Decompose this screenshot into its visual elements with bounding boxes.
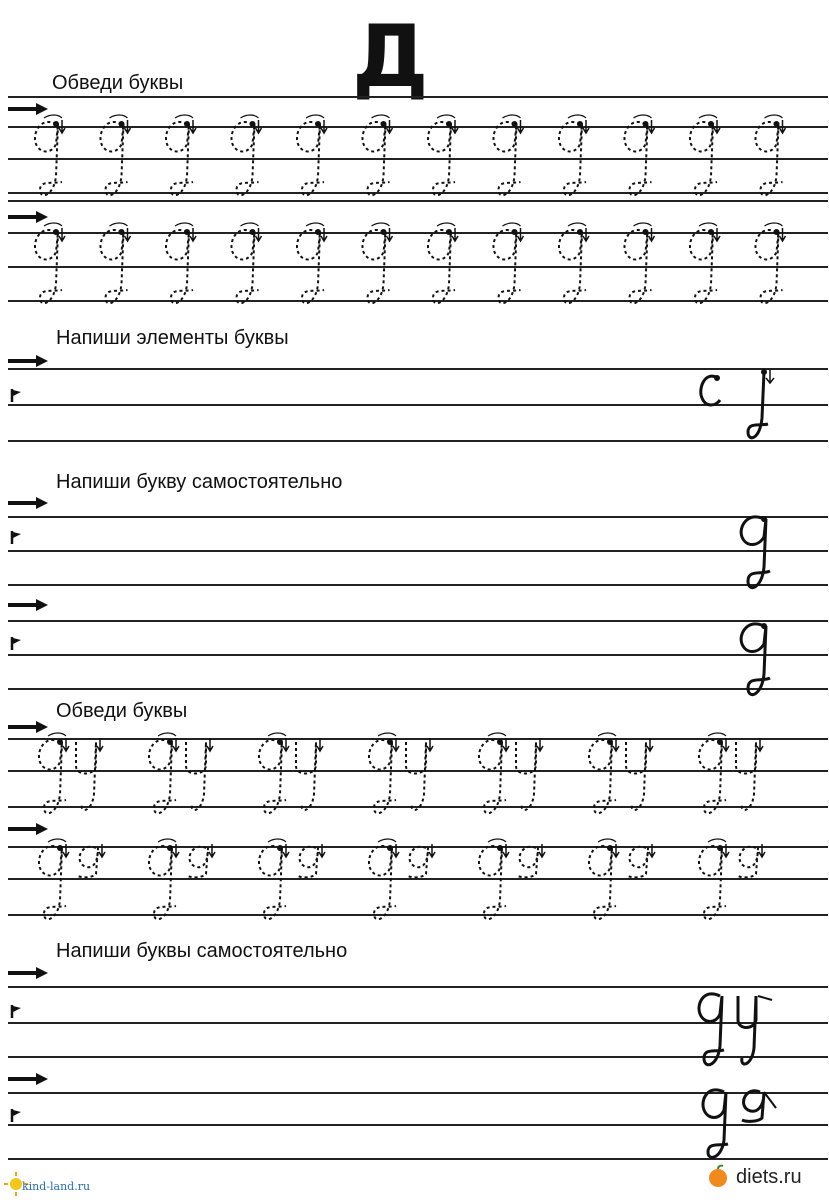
dotted-letter <box>39 733 69 813</box>
dotted-letter <box>624 115 654 195</box>
dotted-second-letter <box>298 844 325 877</box>
dotted-letter <box>231 223 261 303</box>
apple-logo-icon <box>706 1164 730 1188</box>
trace-row-2 <box>0 218 829 313</box>
dotted-letter <box>297 223 327 303</box>
dotted-letter <box>479 733 509 813</box>
ruled-line <box>8 96 828 98</box>
dotted-second-letter <box>736 738 763 810</box>
dotted-letter <box>362 115 392 195</box>
dotted-letter <box>755 223 785 303</box>
dotted-letter <box>428 115 458 195</box>
dotted-letter <box>428 223 458 303</box>
dotted-letter <box>624 223 654 303</box>
element-hook-dot <box>761 369 767 375</box>
dotted-second-letter <box>516 738 543 810</box>
dotted-second-letter <box>76 738 103 810</box>
dotted-letter <box>35 223 65 303</box>
heading-write-1: Напиши букву самостоятельно <box>56 471 343 493</box>
dotted-letter <box>589 733 619 813</box>
dotted-letter <box>259 839 289 919</box>
heading-write-2: Напиши буквы самостоятельно <box>56 940 348 962</box>
title-letter: Д <box>352 7 429 107</box>
dotted-letter <box>35 115 65 195</box>
dotted-letter <box>362 223 392 303</box>
dotted-letter <box>589 839 619 919</box>
dotted-letter <box>699 733 729 813</box>
dotted-letter <box>100 115 130 195</box>
dotted-second-letter <box>188 844 215 877</box>
dotted-letter <box>166 115 196 195</box>
dotted-second-letter <box>406 738 433 810</box>
dotted-letter <box>149 839 179 919</box>
dotted-letter <box>479 839 509 919</box>
dotted-letter <box>297 115 327 195</box>
dotted-second-letter <box>518 844 545 877</box>
dotted-second-letter <box>626 738 653 810</box>
heading-trace-1: Обведи буквы <box>52 72 184 94</box>
heading-trace-2: Обведи буквы <box>56 700 188 722</box>
dotted-letter <box>690 223 720 303</box>
sample-pair-1 <box>0 980 829 1080</box>
trace-row-1 <box>0 110 829 205</box>
dotted-letter <box>149 733 179 813</box>
dotted-letter <box>166 223 196 303</box>
dotted-second-letter <box>186 738 213 810</box>
dotted-letter <box>231 115 261 195</box>
dotted-letter <box>39 839 69 919</box>
trace-pairs-row-1 <box>0 728 829 828</box>
dotted-letter <box>755 115 785 195</box>
dotted-letter <box>559 223 589 303</box>
dotted-second-letter <box>628 844 655 877</box>
sample-pair-2 <box>0 1078 829 1168</box>
dotted-second-letter <box>78 844 105 877</box>
watermark-left: kind-land.ru <box>22 1180 91 1193</box>
dotted-letter <box>699 839 729 919</box>
sample-letter-1 <box>0 505 829 600</box>
watermark-right: diets.ru <box>736 1166 802 1188</box>
dotted-letter <box>493 115 523 195</box>
element-samples <box>0 360 829 450</box>
dotted-letter <box>559 115 589 195</box>
arrow-right-icon <box>8 966 48 980</box>
element-hook-sample <box>748 372 768 438</box>
dotted-letter <box>100 223 130 303</box>
arrow-right-icon <box>8 598 48 612</box>
element-c-dot <box>714 375 720 381</box>
dotted-letter <box>690 115 720 195</box>
dotted-second-letter <box>296 738 323 810</box>
dotted-letter <box>369 839 399 919</box>
dotted-second-letter <box>738 844 765 877</box>
dotted-letter <box>493 223 523 303</box>
dotted-letter <box>369 733 399 813</box>
dotted-second-letter <box>408 844 435 877</box>
heading-elements: Напиши элементы буквы <box>56 327 289 349</box>
trace-pairs-row-2 <box>0 834 829 934</box>
dotted-letter <box>259 733 289 813</box>
sample-letter-2 <box>0 612 829 707</box>
